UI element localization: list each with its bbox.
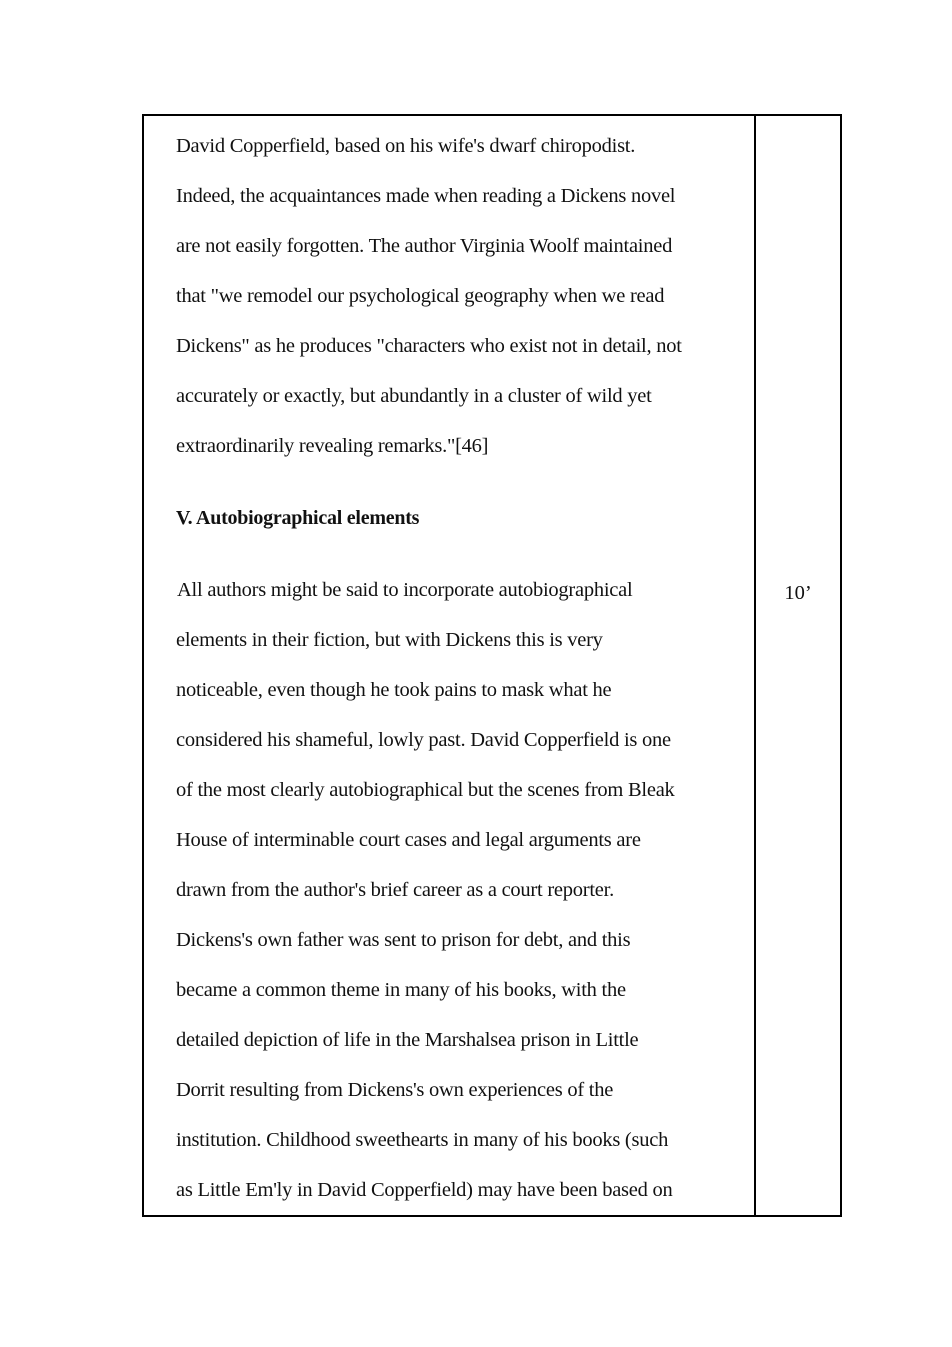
text-line: institution. Childhood sweethearts in many of his books (such [176, 1129, 669, 1151]
text-line: Dickens" as he produces "characters who exist not in detail, not [176, 335, 682, 357]
text-line: detailed depiction of life in the Marshalsea prison in Little [176, 1029, 639, 1051]
text-line: that "we remodel our psychological geography when we read [176, 285, 665, 307]
text-line: as Little Em'ly in David Copperfield) may have been based on [176, 1179, 673, 1201]
text-line: Indeed, the acquaintances made when reading a Dickens novel [176, 185, 676, 207]
text-line: Dorrit resulting from Dickens's own experiences of the [176, 1079, 614, 1101]
text-line: of the most clearly autobiographical but the scenes from Bleak [176, 779, 675, 801]
section-heading: V. Autobiographical elements [176, 507, 420, 529]
text-line: Dickens's own father was sent to prison for debt, and this [176, 929, 631, 951]
text-line: became a common theme in many of his books, with the [176, 979, 626, 1001]
text-line: elements in their fiction, but with Dickens this is very [176, 629, 603, 651]
text-line: House of interminable court cases and legal arguments are [176, 829, 641, 851]
text-line: drawn from the author's brief career as a court reporter. [176, 879, 614, 901]
text-line: All authors might be said to incorporate autobiographical [177, 579, 633, 601]
text-line: noticeable, even though he took pains to mask what he [176, 679, 612, 701]
content-table [142, 114, 842, 1217]
text-line: David Copperfield, based on his wife's dwarf chiropodist. [176, 135, 636, 157]
text-line: extraordinarily revealing remarks."[46] [176, 435, 489, 457]
text-line: accurately or exactly, but abundantly in a cluster of wild yet [176, 385, 652, 407]
text-line: considered his shameful, lowly past. David Copperfield is one [176, 729, 671, 751]
column-divider [754, 116, 756, 1215]
text-line: are not easily forgotten. The author Virginia Woolf maintained [176, 235, 673, 257]
time-allocation: 10’ [784, 582, 812, 604]
